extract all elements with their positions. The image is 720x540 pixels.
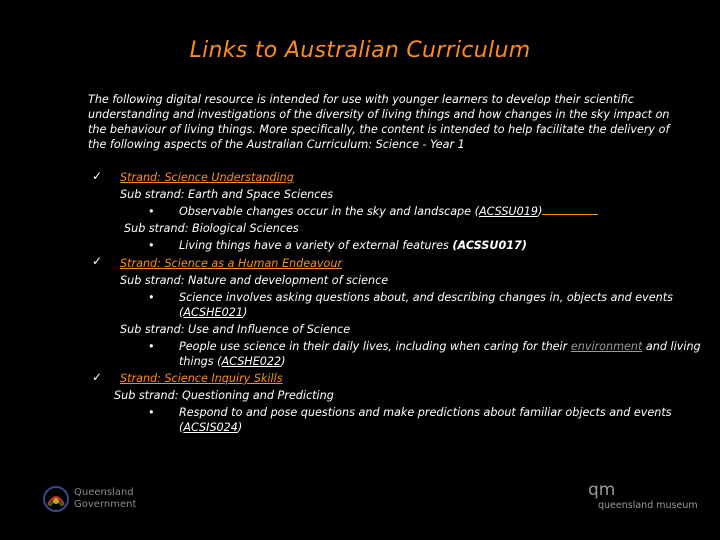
- qm-logo-mark: qm: [588, 480, 616, 500]
- sub-strand-use-influence: Sub strand: Use and Influence of Science: [120, 323, 351, 336]
- strand-inquiry-skills: Strand: Science Inquiry Skills: [120, 372, 283, 385]
- sub-strand-questioning: Sub strand: Questioning and Predicting: [114, 389, 334, 402]
- outcome-text-cont: things: [179, 355, 214, 368]
- outcome-code-line: (ACSIS024): [179, 421, 243, 434]
- outcome-code-line: (ACSHE021): [179, 306, 248, 319]
- sub-strand-nature-development: Sub strand: Nature and development of science: [120, 274, 389, 287]
- checkmark-icon: ✓: [92, 370, 103, 384]
- blank-underline: [542, 204, 598, 215]
- sub-strand-earth-space: Sub strand: Earth and Space Sciences: [120, 188, 334, 201]
- outcome-asking-questions: Science involves asking questions about, and describing changes in, objects and events: [179, 291, 673, 304]
- queensland-government-logo-icon: [42, 485, 70, 513]
- environment-link[interactable]: environment: [570, 340, 643, 353]
- strand-human-endeavour: Strand: Science as a Human Endeavour: [120, 257, 343, 270]
- intro-paragraph: The following digital resource is intended for use with younger learners to develop their scientific understanding and investigations of the diversity of living things and how changes in the sky impact on the behaviour of living things. More specifically, the content is intended to help facilitate the delivery of the following aspects of the Australian Curriculum: Science - Year 1: [88, 93, 670, 151]
- checkmark-icon: ✓: [92, 169, 103, 183]
- code-acsis024[interactable]: ACSIS024: [183, 421, 238, 434]
- outcome-text: People use science in their daily lives, including when caring for their: [179, 340, 568, 353]
- outcome-text-cont: and living: [645, 340, 701, 353]
- outcome-daily-lives: [179, 339, 701, 354]
- qg-line2: Government: [74, 499, 137, 510]
- bullet-icon: •: [148, 205, 155, 218]
- strand-science-understanding: Strand: Science Understanding: [120, 171, 294, 184]
- qg-line1: Queensland: [74, 487, 134, 498]
- code-acssu019[interactable]: ACSSU019: [478, 205, 538, 218]
- sub-strand-biological: Sub strand: Biological Sciences: [124, 222, 299, 235]
- queensland-government-text: [74, 487, 136, 511]
- outcome-living-things: Living things have a variety of external features (ACSSU017): [179, 239, 527, 252]
- outcome-code-line: things (ACSHE022): [179, 355, 286, 368]
- outcome-observable-changes: Observable changes occur in the sky and landscape (ACSSU019): [179, 204, 598, 219]
- bullet-icon: •: [148, 406, 155, 419]
- outcome-pose-questions: Respond to and pose questions and make predictions about familiar objects and events: [179, 406, 672, 419]
- page-title: Links to Australian Curriculum: [189, 38, 531, 63]
- queensland-museum-text: queensland museum: [598, 500, 698, 511]
- bullet-icon: •: [148, 340, 155, 353]
- code-acshe021[interactable]: ACSHE021: [183, 306, 243, 319]
- code-acshe022[interactable]: ACSHE022: [221, 355, 282, 368]
- bullet-icon: •: [148, 291, 155, 304]
- outcome-text: Observable changes occur in the sky and landscape: [179, 205, 472, 218]
- checkmark-icon: ✓: [92, 254, 103, 268]
- bullet-icon: •: [148, 239, 155, 252]
- outcome-text: Living things have a variety of external features: [179, 239, 449, 252]
- code-acssu017[interactable]: ACSSU017: [457, 239, 522, 252]
